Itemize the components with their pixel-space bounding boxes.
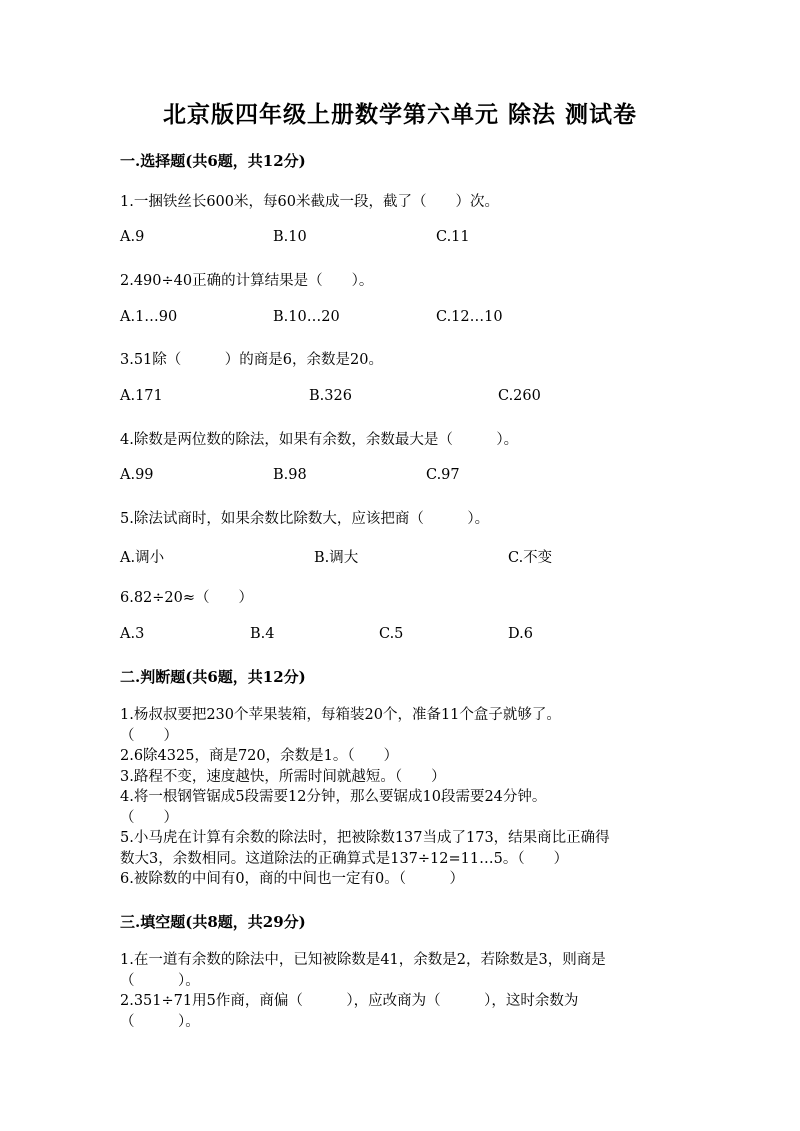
option-4c: C.97 xyxy=(426,467,460,483)
judgement-line: （ ） xyxy=(120,809,178,826)
option-3b: B.326 xyxy=(309,388,352,404)
fill-in-line: （ ）。 xyxy=(120,972,200,989)
section-heading-judgement: 二.判断题(共6题，共12分) xyxy=(120,668,306,686)
judgement-line: 5.小马虎在计算有余数的除法时，把被除数137当成了173，结果商比正确得 xyxy=(120,830,610,846)
section-heading-fill-in: 三.填空题(共8题，共29分) xyxy=(120,913,306,931)
option-5b: B.调大 xyxy=(314,550,359,566)
option-5a: A.调小 xyxy=(120,550,165,566)
judgement-line: 2.6除4325，商是720，余数是1。（ ） xyxy=(120,748,399,764)
option-1b: B.10 xyxy=(273,229,307,245)
judgement-line: 3.路程不变，速度越快，所需时间就越短。（ ） xyxy=(120,768,446,785)
option-2c: C.12…10 xyxy=(436,309,503,325)
question-1: 1.一捆铁丝长600米，每60米截成一段，截了（ ）次。 xyxy=(120,194,499,210)
option-5c: C.不变 xyxy=(508,550,553,566)
fill-in-lines xyxy=(120,950,680,1032)
judgement-lines xyxy=(120,705,680,890)
judgement-line: （ ） xyxy=(120,727,178,744)
option-1a: A.9 xyxy=(120,229,145,245)
question-6: 6.82÷20≈（ ） xyxy=(120,590,254,606)
judgement-line: 1.杨叔叔要把230个苹果装箱，每箱装20个，准备11个盒子就够了。 xyxy=(120,707,561,723)
judgement-line: 数大3，余数相同。这道除法的正确算式是137÷12=11…5。（ ） xyxy=(120,850,569,867)
option-2b: B.10…20 xyxy=(273,309,340,325)
option-4a: A.99 xyxy=(120,467,154,483)
option-6b: B.4 xyxy=(250,626,275,642)
question-3: 3.51除（ ）的商是6，余数是20。 xyxy=(120,352,383,368)
judgement-line: 6.被除数的中间有0，商的中间也一定有0。（ ） xyxy=(120,871,465,887)
judgement-line: 4.将一根钢管锯成5段需要12分钟，那么要锯成10段需要24分钟。 xyxy=(120,789,547,805)
fill-in-line: （ ）。 xyxy=(120,1013,200,1030)
option-2a: A.1…90 xyxy=(120,309,178,325)
option-3a: A.171 xyxy=(120,388,163,404)
question-4: 4.除数是两位数的除法，如果有余数，余数最大是（ ）。 xyxy=(120,432,519,448)
option-6d: D.6 xyxy=(508,626,533,642)
option-6a: A.3 xyxy=(120,626,145,642)
fill-in-line: 1.在一道有余数的除法中，已知被除数是41，余数是2，若除数是3，则商是 xyxy=(120,952,606,968)
question-5: 5.除法试商时，如果余数比除数大，应该把商（ ）。 xyxy=(120,511,490,527)
option-4b: B.98 xyxy=(273,467,307,483)
option-3c: C.260 xyxy=(498,388,541,404)
option-1c: C.11 xyxy=(436,229,470,245)
fill-in-line: 2.351÷71用5作商，商偏（ ），应改商为（ ），这时余数为 xyxy=(120,993,579,1009)
page-title: 北京版四年级上册数学第六单元 除法 测试卷 xyxy=(162,101,637,128)
question-2: 2.490÷40正确的计算结果是（ ）。 xyxy=(120,273,374,289)
section-heading-choice: 一.选择题(共6题，共12分) xyxy=(120,152,306,170)
option-6c: C.5 xyxy=(379,626,404,642)
